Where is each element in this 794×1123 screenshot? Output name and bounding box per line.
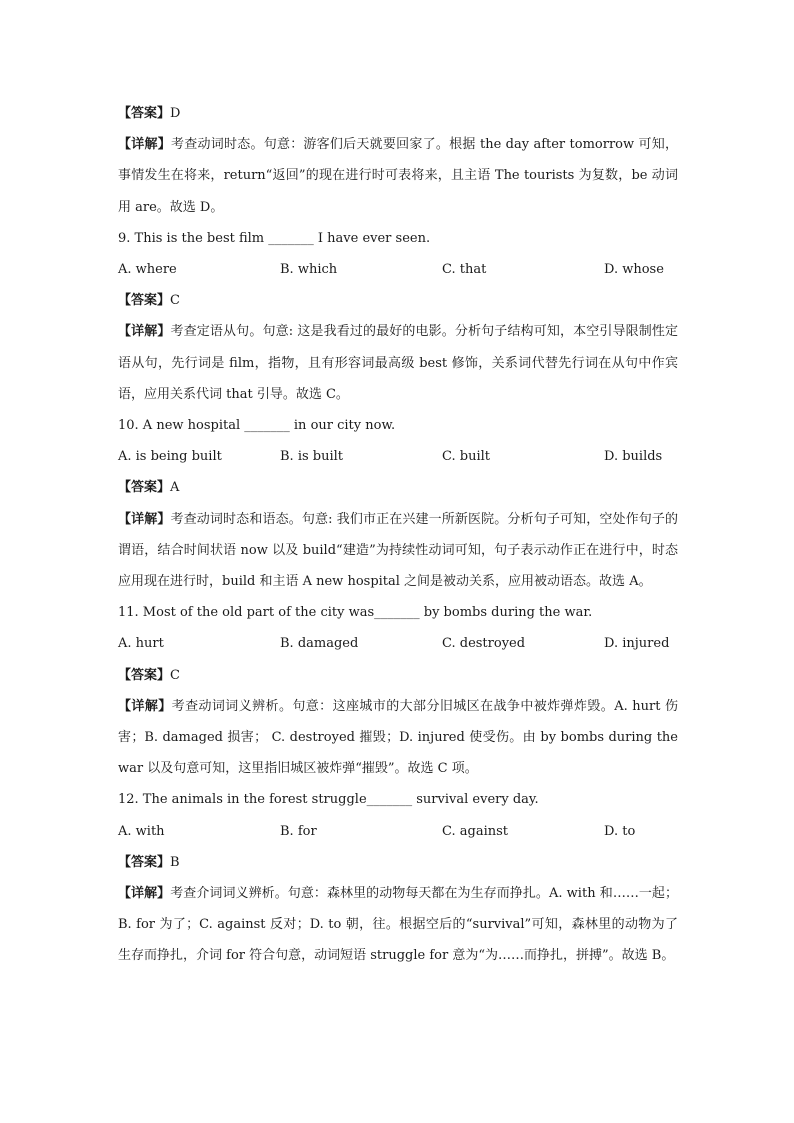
answer-line: [118, 285, 678, 316]
detail-paragraph: [118, 129, 678, 223]
detail-text: 考查介词词义辨析。句意：森林里的动物每天都在为生存而挣扎。A. with 和……一起；B. for 为了；C. against 反对；D. to 朝，往。根据空后的“survival”可知，森林里的动物为了生存而挣扎，介词 for 符合句意，动词短语 struggle for 意为“为……而挣扎，拼搏”。故选 B。: [118, 886, 678, 964]
option-c: C. built: [442, 449, 490, 465]
answer-label: 【答案】: [118, 293, 171, 309]
detail-text: 考查定语从句。句意: 这是我看过的最好的电影。分析句子结构可知，本空引导限制性定语从句，先行词是 film，指物，且有形容词最高级 best 修饰，关系词代替先行词在从句中作宾语，应用关系代词 that 引导。故选 C。: [118, 324, 678, 402]
answer-line: [118, 472, 678, 503]
detail-label: 【详解】: [118, 698, 172, 714]
question-11: 11. Most of the old part of the city was_______ by bombs during the war.: [118, 605, 593, 621]
option-b: B. which: [280, 262, 338, 278]
detail-paragraph: [118, 878, 678, 972]
option-c: C. that: [442, 262, 487, 278]
option-a: A. is being built: [118, 449, 222, 465]
answer-line: [118, 98, 678, 129]
option-d: D. builds: [604, 449, 663, 465]
options-q9: [118, 254, 678, 285]
option-b: B. for: [280, 823, 317, 839]
option-d: D. whose: [604, 262, 664, 278]
option-c: C. against: [442, 823, 508, 839]
option-c: C. destroyed: [442, 636, 526, 652]
detail-label: 【详解】: [118, 511, 171, 527]
question-12: 12. The animals in the forest struggle_______ survival every day.: [118, 792, 539, 808]
detail-label: 【详解】: [118, 137, 171, 153]
answer-line: [118, 847, 678, 878]
option-b: B. is built: [280, 449, 344, 465]
question-9: 9. This is the best film _______ I have ever seen.: [118, 230, 431, 246]
question-10: 10. A new hospital _______ in our city now.: [118, 418, 396, 434]
option-d: D. to: [604, 823, 636, 839]
answer-value: B: [170, 854, 180, 870]
answer-label: 【答案】: [118, 667, 171, 683]
detail-text: 考查动词时态和语态。句意: 我们市正在兴建一所新医院。分析句子可知，空处作句子的谓语，结合时间状语 now 以及 build“建造”为持续性动词可知，句子表示动作正在进行中，时态应用现在进行时，build 和主语 A new hospital 之间是被动关系，应用被动语态。故选 A。: [118, 511, 678, 590]
option-b: B. damaged: [280, 636, 359, 652]
detail-label: 【详解】: [118, 324, 171, 340]
answer-value: C: [170, 293, 180, 309]
answer-value: D: [170, 106, 181, 121]
detail-text: 考查动词词义辨析。句意：这座城市的大部分旧城区在战争中被炸弹炸毁。A. hurt 伤害；B. damaged 损害； C. destroyed 摧毁；D. injured 使受伤。由 by bombs during the war 以及句意可知，这里指旧城区被炸弹“摧毁”。故选 C 项。: [118, 698, 678, 777]
answer-label: 【答案】: [118, 106, 171, 121]
options-q12: [118, 816, 678, 847]
detail-label: 【详解】: [118, 886, 171, 902]
detail-paragraph: [118, 691, 678, 785]
answer-label: 【答案】: [118, 480, 171, 496]
detail-paragraph: [118, 316, 678, 410]
answer-label: 【答案】: [118, 854, 171, 870]
document-page: [118, 98, 678, 972]
detail-text: 考查动词时态。句意：游客们后天就要回家了。根据 the day after tomorrow 可知，事情发生在将来，return“返回”的现在进行时可表将来，且主语 The tourists 为复数，be 动词用 are。故选 D。: [118, 137, 678, 215]
option-a: A. hurt: [118, 636, 164, 652]
options-q10: [118, 441, 678, 472]
option-a: A. with: [118, 823, 165, 839]
answer-value: C: [170, 667, 180, 683]
answer-line: [118, 660, 678, 691]
option-d: D. injured: [604, 636, 670, 652]
option-a: A. where: [118, 262, 177, 278]
detail-paragraph: [118, 504, 678, 598]
answer-value: A: [170, 480, 180, 496]
options-q11: [118, 628, 678, 659]
